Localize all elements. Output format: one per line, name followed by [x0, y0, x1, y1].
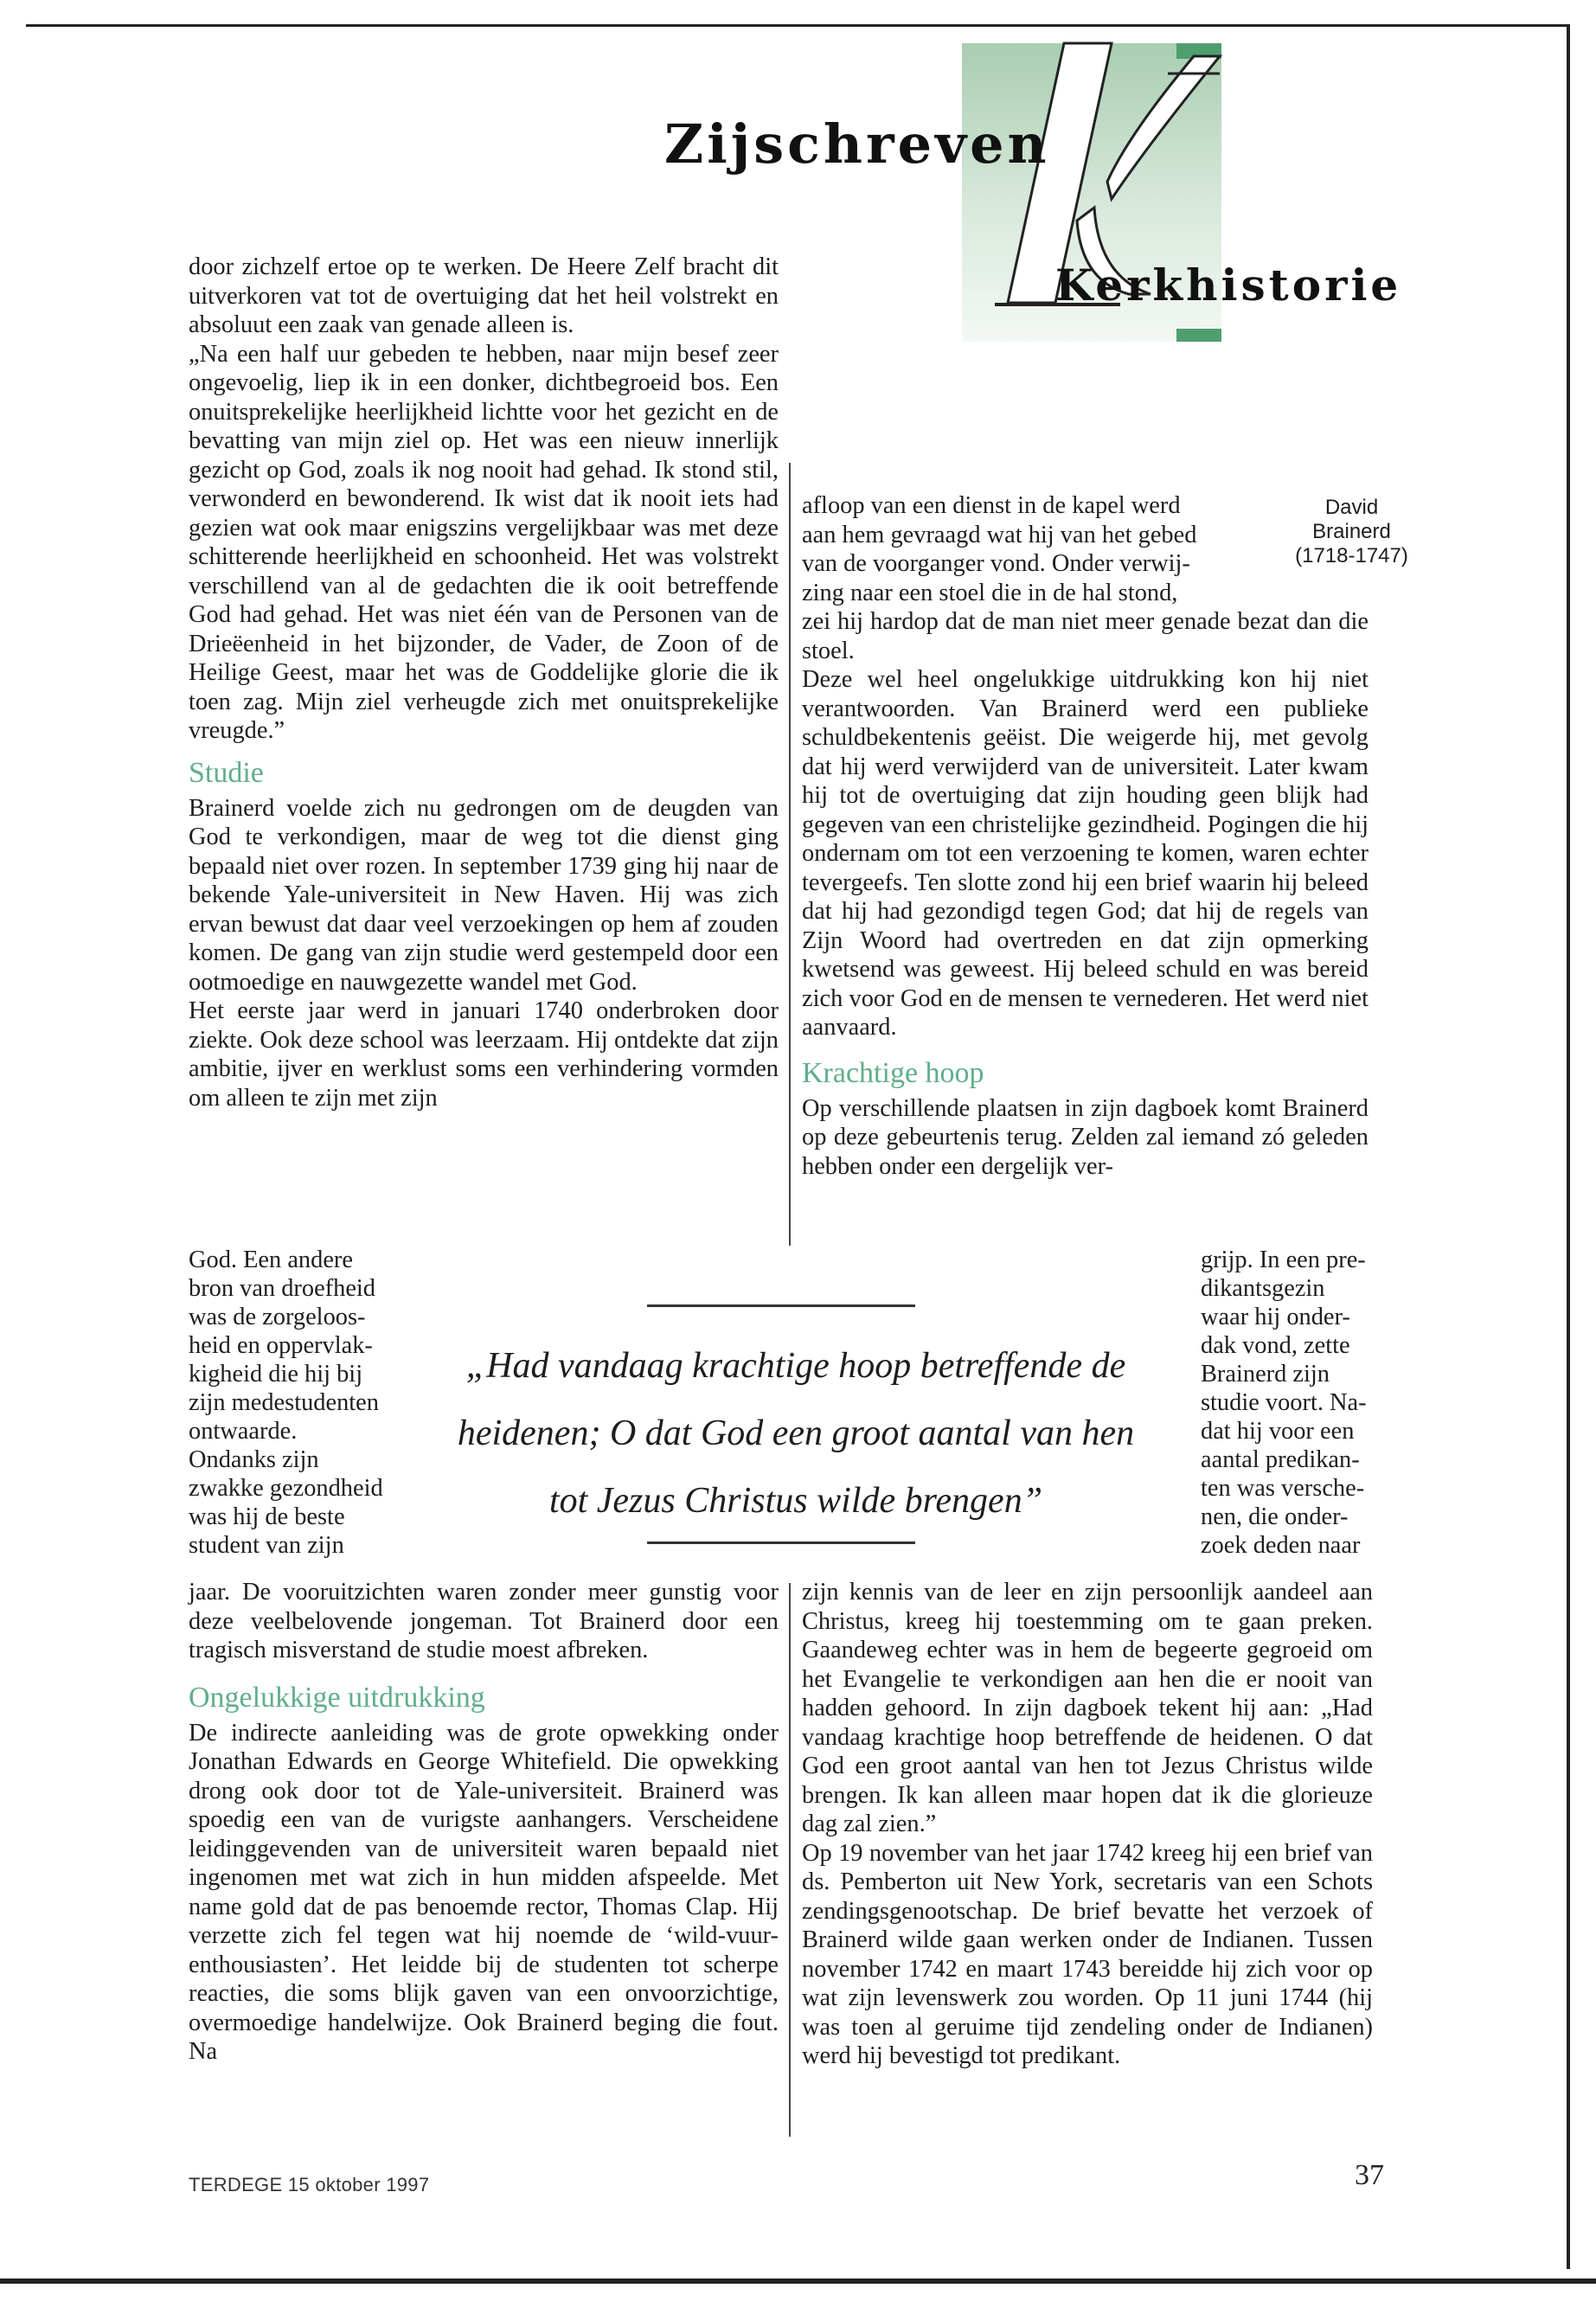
left-column-bottom — [189, 1578, 779, 2067]
header-title-part1: Zijschreven — [664, 112, 1050, 176]
pull-quote — [428, 1332, 1163, 1535]
wrap-line: nen, die onder- — [1201, 1503, 1349, 1530]
right-line: zing naar een stoel die in de hal stond, — [802, 579, 1178, 606]
right-line: van de voorganger vond. Onder verwij- — [802, 550, 1190, 577]
page-number: 37 — [1355, 2159, 1384, 2191]
wrap-line: heid en oppervlak- — [189, 1332, 373, 1359]
wrap-line: was hij de beste — [189, 1503, 345, 1530]
right-line: aan hem gevraagd wat hij van het gebed — [802, 521, 1197, 548]
footer-publication: TERDEGE 15 oktober 1997 — [189, 2174, 430, 2195]
wrap-line: student van zijn — [189, 1532, 344, 1559]
pull-quote-line: tot Jezus Christus wilde brengen” — [548, 1481, 1043, 1521]
column-divider — [789, 1583, 791, 2137]
caption-name: David — [1324, 496, 1379, 519]
bottom-rule — [0, 2279, 1596, 2284]
left-paragraph: Brainerd voelde zich nu gedrongen om de deugden van God te verkondigen, maar de weg tot die dienst ging bepaald niet over rozen. In september 1739 ging hij naar de bekende Yale-universiteit in New Haven. Hij was zich ervan bewust dat daar veel verzoekingen op hem af zouden komen. De gang van zijn studie werd gestempeld door een ootmoedige en nauwgezette wandel met God. — [189, 794, 779, 996]
right-paragraph: zei hij hardop dat de man niet meer genade bezat dan die stoel. — [802, 608, 1368, 664]
wrap-line: zijn medestudenten — [189, 1389, 379, 1416]
wrap-line: grijp. In een pre- — [1201, 1247, 1366, 1273]
wrap-line: bron van droefheid — [189, 1275, 376, 1302]
right-paragraph: Op 19 november van het jaar 1742 kreeg hij een brief van ds. Pemberton uit New York, secretaris van een Schots zendingsgenootschap. De brief bevatte het verzoek of Brainerd wilde gaan werken onder de Indianen. Tussen november 1742 en maart 1743 bereidde hij zich voor op wat zijn levenswerk zou worden. Op 11 juni 1744 (hij was toen al geruime tijd zendeling onder de Indianen) werd hij bevestigd tot predikant. — [802, 1839, 1373, 2069]
wrap-line: studie voort. Na- — [1201, 1389, 1367, 1416]
wrap-line: dat hij voor een — [1201, 1418, 1355, 1445]
wrap-line: Ondanks zijn — [189, 1446, 319, 1473]
right-paragraph: Op verschillende plaatsen in zijn dagboek komt Brainerd op deze gebeurtenis terug. Zelden zal iemand zó geleden hebben onder een dergelijk ver- — [802, 1094, 1368, 1180]
pull-quote-line: heidenen; O dat God een groot aantal van hen — [457, 1413, 1135, 1453]
quote-rule-top — [647, 1304, 915, 1307]
right-paragraph: Deze wel heel ongelukkige uitdrukking kon hij niet verantwoorden. Van Brainerd werd een publieke schuldbekentenis geëist. Die weigerde hij, met gevolg dat hij werd verwijderd van de universiteit. Later kwam hij tot de overtuiging dat zijn houding geen blijk had gegeven van een christelijke gezindheid. Pogingen die hij ondernam om tot een verzoening te komen, waren echter tevergeefs. Ten slotte zond hij een brief waarin hij beleed dat hij had gezondigd tegen God; dat hij de regels van Zijn Woord had overtreden en dat zijn opmerking kwetsend was geweest. Hij beleed schuld en was bereid zich voor God en de mensen te vernederen. Het werd niet aanvaard. — [802, 666, 1368, 1041]
quote-rule-bottom — [647, 1541, 915, 1544]
wrap-line: waar hij onder- — [1201, 1304, 1350, 1330]
column-divider — [789, 463, 791, 1246]
caption-dates: (1718-1747) — [1295, 544, 1408, 567]
right-line: afloop van een dienst in de kapel werd — [802, 492, 1181, 519]
wrap-line: dikantsgezin — [1201, 1275, 1325, 1302]
right-column-bottom — [802, 1578, 1373, 2071]
right-paragraph: zijn kennis van de leer en zijn persoonlijk aandeel aan Christus, kreeg hij toestemming om te gaan preken. Gaandeweg echter was in hem de begeerte gegroeid om het Evangelie te verkondigen aan hen die er nooit van hadden gehoord. In zijn dagboek tekent hij aan: „Had vandaag krachtige hoop betreffende de heidenen. O dat God een groot aantal van hen tot Jezus Christus wilde brengen. Ik kan alleen maar hopen dat ik die glorieuze dag zal zien.” — [802, 1579, 1373, 1837]
left-paragraph: jaar. De vooruitzichten waren zonder meer gunstig voor deze veelbelovende jongeman. Tot Brainerd door een tragisch misverstand de studie moest afbreken. — [189, 1579, 779, 1663]
left-paragraph: „Na een half uur gebeden te hebben, naar mijn besef zeer ongevoelig, liep ik in een donker, dichtbegroeid bos. Een onuitsprekelijke heerlijkheid lichtte voor het gezicht en de bevatting van mijn ziel op. Het was een nieuw innerlijk gezicht op God, zoals ik nog nooit had gehad. Ik stond stil, verwonderd en bewonderend. Ik wist dat ik nooit iets had gezien wat ook maar enigszins vergelijkbaar was met deze schitterende heerlijkheid en schoonheid. Het was volstrekt verschillend van al de gedachten die ik ooit betreffende God had gehad. Het was niet één van de Personen van de Drieëenheid in het bijzonder, de Vader, de Zoon of de Heilige Geest, maar het was de Goddelijke glorie die ik toen zag. Mijn ziel verheugde zich met onuitsprekelijke vreugde.” — [189, 340, 779, 744]
wrap-line: zwakke gezondheid — [189, 1475, 383, 1502]
left-paragraph: Het eerste jaar werd in januari 1740 onderbroken door ziekte. Ook deze school was leerzaam. Hij ontdekte dat zijn ambitie, ijver en werklust soms een verhindering vormden om alleen te zijn met zijn — [189, 997, 779, 1112]
right-column — [802, 491, 1368, 1181]
header-title-part2: Kerkhistorie — [1055, 260, 1402, 311]
wrap-line: was de zorgeloos- — [189, 1304, 366, 1330]
caption-name: Brainerd — [1312, 520, 1391, 543]
left-paragraph: De indirecte aanleiding was de grote opwekking onder Jonathan Edwards en George Whitefield. Die opwekking drong ook door tot de Yale-universiteit. Brainerd was spoedig een van de vurigste aanhangers. Verscheidene leidinggevenden van de universiteit waren bepaald niet ingenomen met wat zich in hun midden afspeelde. Met name gold dat de pas benoemde rector, Thomas Clap. Hij verzette zich fel tegen wat hij noemde de ‘wild-vuur-enthousiasten’. Het leidde bij de studenten tot scherpe reacties, die soms blijk gaven van een onvoorzichtige, overmoedige handelwijze. Ook Brainerd beging die fout. Na — [189, 1719, 779, 2065]
wrap-line: ten was verschе- — [1201, 1475, 1365, 1502]
wrap-line: ontwaarde. — [189, 1418, 298, 1445]
heading-krachtige-hoop: Krachtige hoop — [802, 1056, 984, 1089]
wrap-line: aantal predikan- — [1201, 1446, 1360, 1473]
heading-studie: Studie — [189, 756, 264, 789]
wrap-line: dak vond, zette — [1201, 1332, 1350, 1359]
wrap-line: God. Een andere — [189, 1247, 353, 1273]
wrap-line: kigheid die hij bij — [189, 1361, 363, 1388]
left-column — [189, 253, 779, 1112]
left-paragraph: door zichzelf ertoe op te werken. De Heere Zelf bracht dit uitverkoren vat tot de overtuiging dat het heil volstrekt en absoluut een zaak van genade alleen is. — [189, 253, 779, 338]
pull-quote-line: „Had vandaag krachtige hoop betreffende de — [465, 1346, 1126, 1386]
wrap-line: zoek deden naar — [1201, 1532, 1361, 1559]
heading-ongelukkige-uitdrukking: Ongelukkige uitdrukking — [189, 1681, 485, 1714]
wrap-line: Brainerd zijn — [1201, 1361, 1330, 1388]
